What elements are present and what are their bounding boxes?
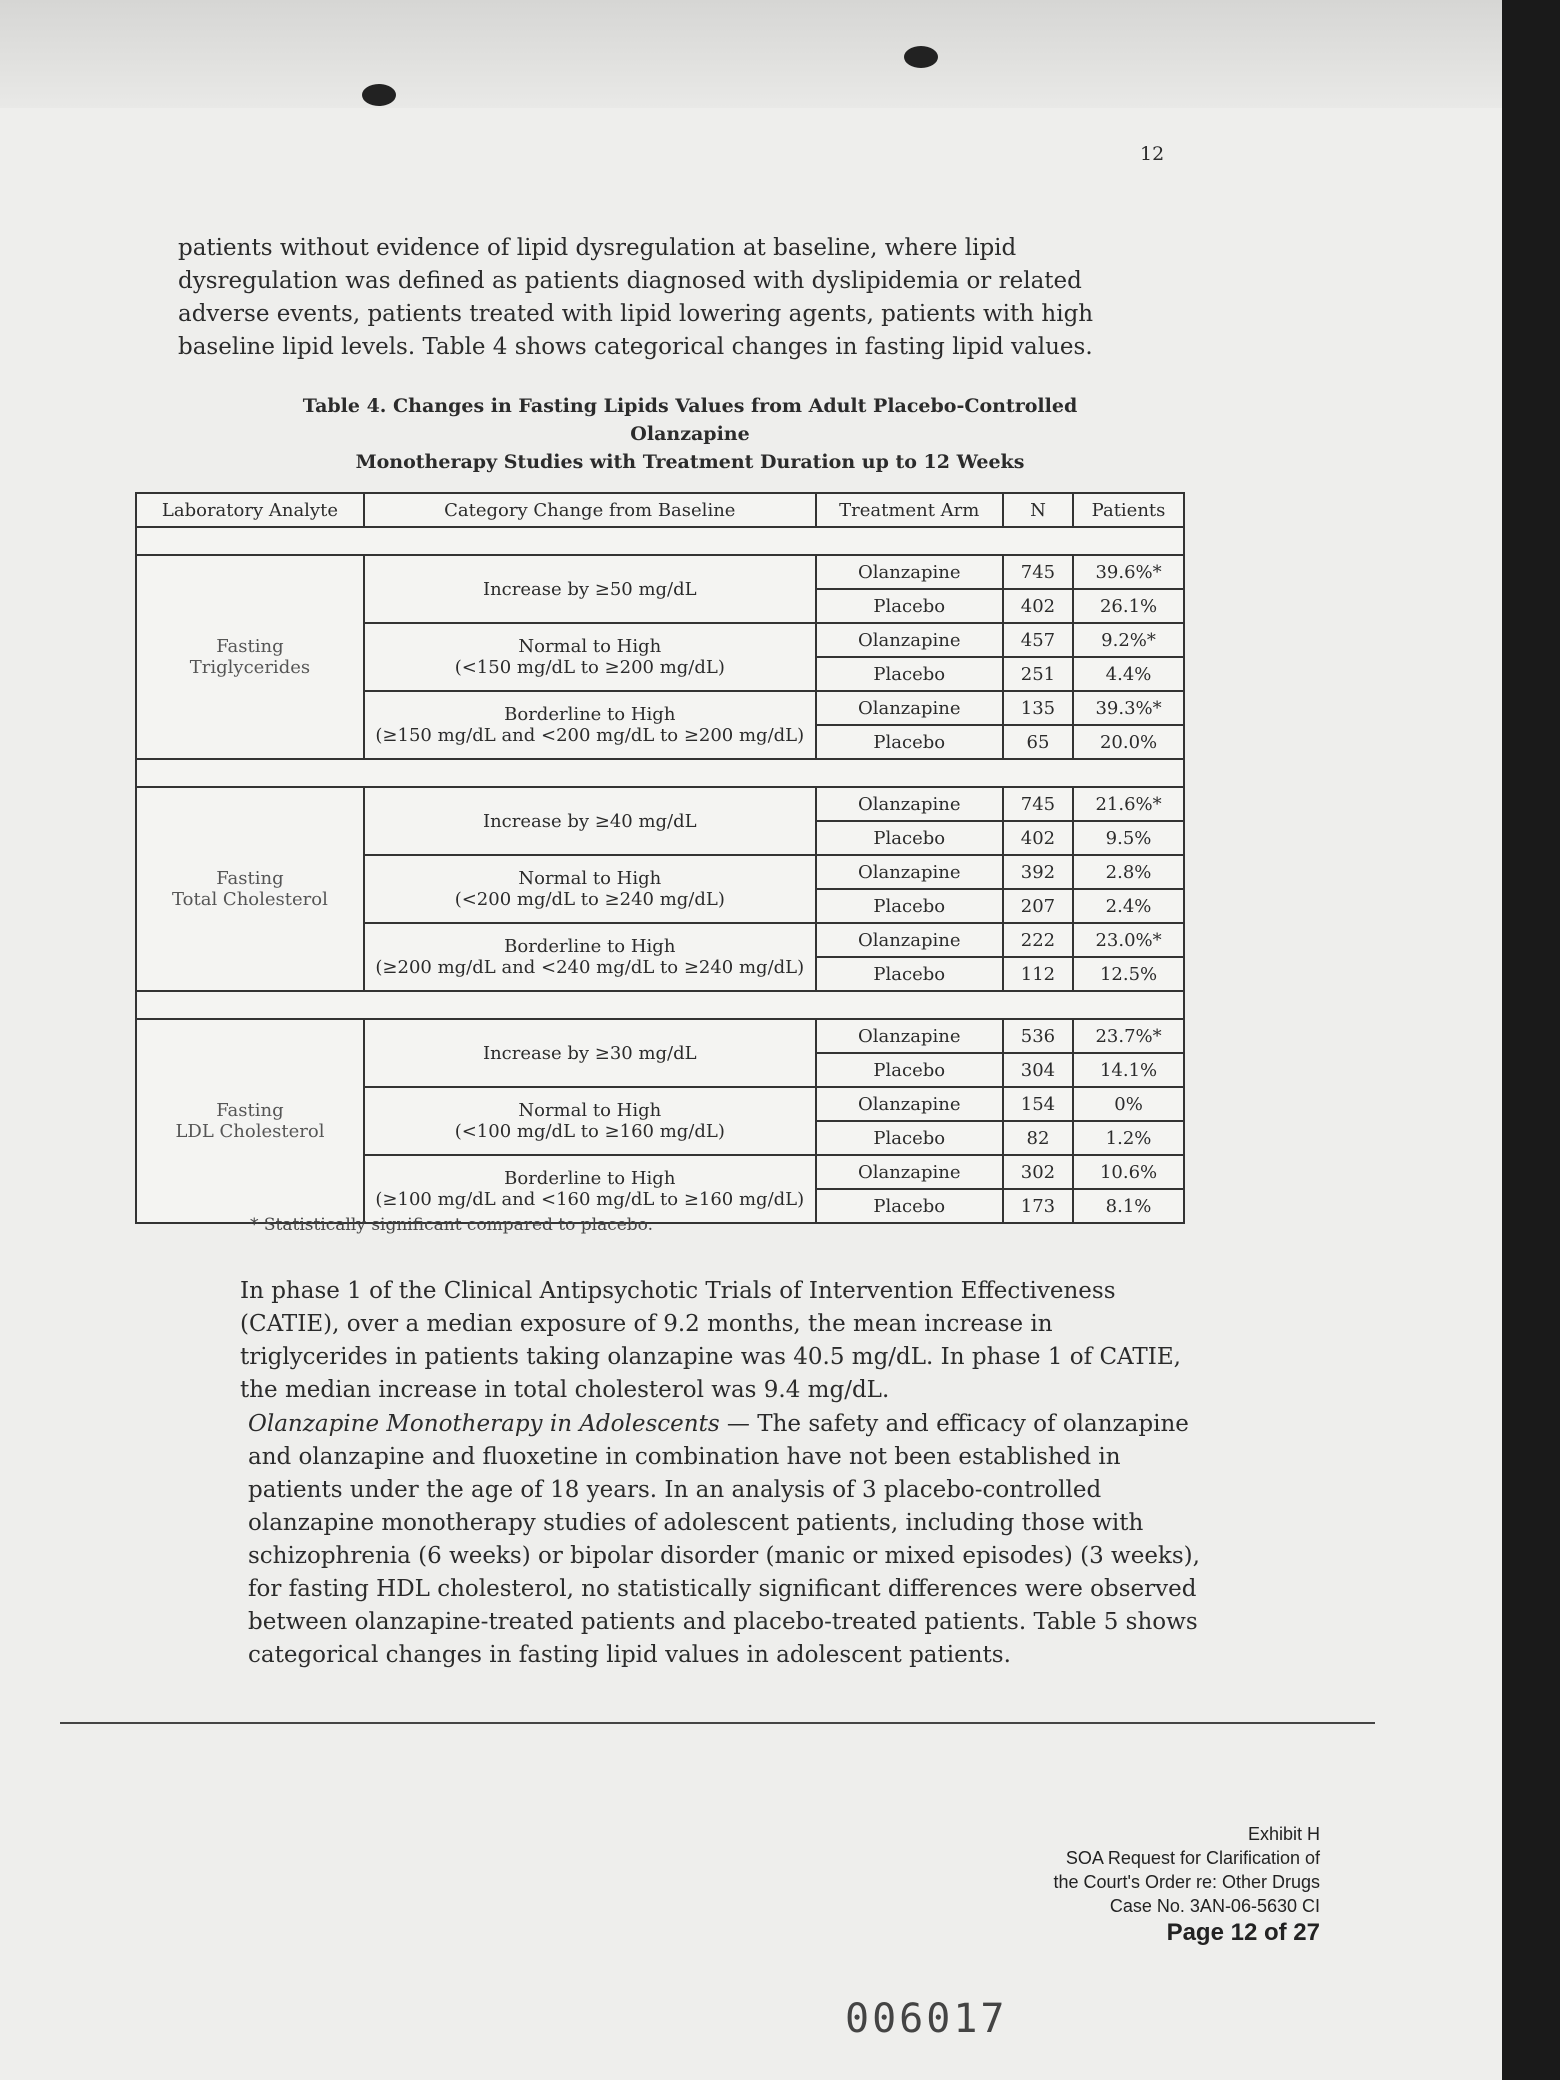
n-cell: 154 [1003, 1087, 1073, 1121]
patients-pct-cell: 10.6% [1073, 1155, 1184, 1189]
category-line1: Borderline to High [504, 936, 676, 957]
category-line2: (≥200 mg/dL and <240 mg/dL to ≥240 mg/dL) [375, 957, 805, 978]
category-line1: Normal to High [518, 868, 662, 889]
table-row [136, 1019, 1184, 1053]
category-line2: (<200 mg/dL to ≥240 mg/dL) [454, 889, 725, 910]
adolescent-paragraph-lead: Olanzapine Monotherapy in Adolescents [248, 1411, 720, 1437]
patients-pct-cell: 9.2%* [1073, 623, 1184, 657]
patients-pct-cell: 20.0% [1073, 725, 1184, 759]
header-patients: Patients [1073, 493, 1184, 527]
analyte-cell [136, 555, 364, 759]
n-cell: 392 [1003, 855, 1073, 889]
punch-hole-left [362, 84, 396, 106]
punch-hole-right [904, 46, 938, 68]
patients-pct-cell: 2.4% [1073, 889, 1184, 923]
analyte-cell [136, 787, 364, 991]
treatment-arm-cell: Olanzapine [816, 691, 1003, 725]
treatment-arm-cell: Olanzapine [816, 623, 1003, 657]
n-cell: 112 [1003, 957, 1073, 991]
n-cell: 251 [1003, 657, 1073, 691]
header-n: N [1003, 493, 1073, 527]
n-cell: 402 [1003, 821, 1073, 855]
exhibit-stamp [990, 1822, 1320, 1948]
category-cell [364, 1155, 816, 1223]
category-cell [364, 1087, 816, 1155]
header-category: Category Change from Baseline [364, 493, 816, 527]
category-cell [364, 1019, 816, 1087]
analyte-line1: Fasting [216, 1100, 284, 1121]
table-caption [240, 392, 1140, 476]
patients-pct-cell: 0% [1073, 1087, 1184, 1121]
category-cell [364, 623, 816, 691]
scanner-dark-edge [1502, 0, 1560, 2080]
patients-pct-cell: 2.8% [1073, 855, 1184, 889]
table-row [136, 787, 1184, 821]
category-line1: Normal to High [518, 1100, 662, 1121]
lipids-table [135, 492, 1185, 1224]
treatment-arm-cell: Placebo [816, 1053, 1003, 1087]
patients-pct-cell: 26.1% [1073, 589, 1184, 623]
page-number: 12 [1140, 143, 1165, 165]
table-header-row [136, 493, 1184, 527]
category-line1: Borderline to High [504, 1168, 676, 1189]
exhibit-order: the Court's Order re: Other Drugs [1053, 1872, 1320, 1892]
n-cell: 304 [1003, 1053, 1073, 1087]
patients-pct-cell: 23.0%* [1073, 923, 1184, 957]
treatment-arm-cell: Placebo [816, 957, 1003, 991]
intro-paragraph-text: patients without evidence of lipid dysregulation at baseline, where lipid dysregulation was defined as patients diagnosed with dyslipidemia or related adverse events, patients treated with lipid lowering agents, patients with high baseline lipid levels. Table 4 shows categorical changes in fasting lipid values. [178, 235, 1094, 360]
n-cell: 135 [1003, 691, 1073, 725]
table-caption-line1: Table 4. Changes in Fasting Lipids Values from Adult Placebo-Controlled Olanzapine [302, 395, 1078, 445]
category-line2: (≥100 mg/dL and <160 mg/dL to ≥160 mg/dL) [375, 1189, 805, 1210]
adolescent-paragraph-text [248, 1408, 1200, 1672]
category-line1: Normal to High [518, 636, 662, 657]
treatment-arm-cell: Olanzapine [816, 1019, 1003, 1053]
table-row [136, 555, 1184, 589]
treatment-arm-cell: Placebo [816, 657, 1003, 691]
table-group-spacer [136, 991, 1184, 1019]
scanner-top-shadow [0, 0, 1502, 108]
n-cell: 222 [1003, 923, 1073, 957]
category-cell [364, 923, 816, 991]
patients-pct-cell: 21.6%* [1073, 787, 1184, 821]
treatment-arm-cell: Olanzapine [816, 1087, 1003, 1121]
category-line2: (<150 mg/dL to ≥200 mg/dL) [454, 657, 725, 678]
treatment-arm-cell: Olanzapine [816, 923, 1003, 957]
category-line1: Increase by ≥40 mg/dL [482, 810, 697, 832]
treatment-arm-cell: Placebo [816, 589, 1003, 623]
patients-pct-cell: 12.5% [1073, 957, 1184, 991]
page-divider [60, 1722, 1375, 1724]
n-cell: 745 [1003, 555, 1073, 589]
patients-pct-cell: 39.3%* [1073, 691, 1184, 725]
category-line2: (<100 mg/dL to ≥160 mg/dL) [454, 1121, 725, 1142]
category-cell [364, 691, 816, 759]
treatment-arm-cell: Placebo [816, 889, 1003, 923]
n-cell: 173 [1003, 1189, 1073, 1223]
analyte-line2: Triglycerides [189, 657, 311, 678]
spacer-cell [136, 991, 1184, 1019]
treatment-arm-cell: Placebo [816, 725, 1003, 759]
bates-number: 006017 [845, 1996, 1008, 2042]
header-analyte: Laboratory Analyte [136, 493, 364, 527]
exhibit-label: Exhibit H [1247, 1824, 1320, 1844]
table-group-spacer [136, 527, 1184, 555]
adolescent-paragraph-body: — The safety and efficacy of olanzapine and olanzapine and fluoxetine in combination have not been established in patients under the age of 18 years. In an analysis of 3 placebo-controlled olanzapine monotherapy studies of adolescent patients, including those with schizophrenia (6 weeks) or bipolar disorder (manic or mixed episodes) (3 weeks), for fasting HDL cholesterol, no statistically significant differences were observed between olanzapine-treated patients and placebo-treated patients. Table 5 shows categorical changes in fasting lipid values in adolescent patients. [248, 1411, 1200, 1668]
patients-pct-cell: 39.6%* [1073, 555, 1184, 589]
table-body [136, 527, 1184, 1223]
category-line1: Increase by ≥30 mg/dL [482, 1042, 697, 1064]
analyte-line1: Fasting [216, 636, 284, 657]
treatment-arm-cell: Olanzapine [816, 787, 1003, 821]
spacer-cell [136, 527, 1184, 555]
category-cell [364, 787, 816, 855]
treatment-arm-cell: Placebo [816, 821, 1003, 855]
treatment-arm-cell: Placebo [816, 1189, 1003, 1223]
header-arm: Treatment Arm [816, 493, 1003, 527]
patients-pct-cell: 8.1% [1073, 1189, 1184, 1223]
table-group-spacer [136, 759, 1184, 787]
intro-paragraph [178, 232, 1118, 364]
adolescent-paragraph [248, 1408, 1200, 1672]
n-cell: 536 [1003, 1019, 1073, 1053]
patients-pct-cell: 9.5% [1073, 821, 1184, 855]
category-line1: Borderline to High [504, 704, 676, 725]
n-cell: 745 [1003, 787, 1073, 821]
n-cell: 402 [1003, 589, 1073, 623]
category-cell [364, 855, 816, 923]
n-cell: 82 [1003, 1121, 1073, 1155]
exhibit-request: SOA Request for Clarification of [1065, 1848, 1320, 1868]
patients-pct-cell: 14.1% [1073, 1053, 1184, 1087]
treatment-arm-cell: Olanzapine [816, 555, 1003, 589]
treatment-arm-cell: Olanzapine [816, 855, 1003, 889]
patients-pct-cell: 23.7%* [1073, 1019, 1184, 1053]
analyte-cell [136, 1019, 364, 1223]
n-cell: 65 [1003, 725, 1073, 759]
patients-pct-cell: 4.4% [1073, 657, 1184, 691]
table-footnote: * Statistically significant compared to placebo. [250, 1215, 654, 1235]
category-line1: Increase by ≥50 mg/dL [482, 578, 697, 600]
patients-pct-cell: 1.2% [1073, 1121, 1184, 1155]
n-cell: 302 [1003, 1155, 1073, 1189]
exhibit-page-count: Page 12 of 27 [1166, 1919, 1320, 1946]
analyte-line2: LDL Cholesterol [175, 1121, 325, 1142]
catie-paragraph-text: In phase 1 of the Clinical Antipsychotic Trials of Intervention Effectiveness (CATIE), over a median exposure of 9.2 months, the mean increase in triglycerides in patients taking olanzapine was 40.5 mg/dL. In phase 1 of CATIE, the median increase in total cholesterol was 9.4 mg/dL. [240, 1278, 1181, 1403]
treatment-arm-cell: Olanzapine [816, 1155, 1003, 1189]
category-cell [364, 555, 816, 623]
catie-paragraph [240, 1275, 1200, 1407]
analyte-line2: Total Cholesterol [172, 889, 328, 910]
spacer-cell [136, 759, 1184, 787]
exhibit-case-number: Case No. 3AN-06-5630 CI [1109, 1896, 1320, 1916]
n-cell: 207 [1003, 889, 1073, 923]
treatment-arm-cell: Placebo [816, 1121, 1003, 1155]
category-line2: (≥150 mg/dL and <200 mg/dL to ≥200 mg/dL) [375, 725, 805, 746]
n-cell: 457 [1003, 623, 1073, 657]
analyte-line1: Fasting [216, 868, 284, 889]
table-caption-line2: Monotherapy Studies with Treatment Duration up to 12 Weeks [355, 451, 1025, 473]
